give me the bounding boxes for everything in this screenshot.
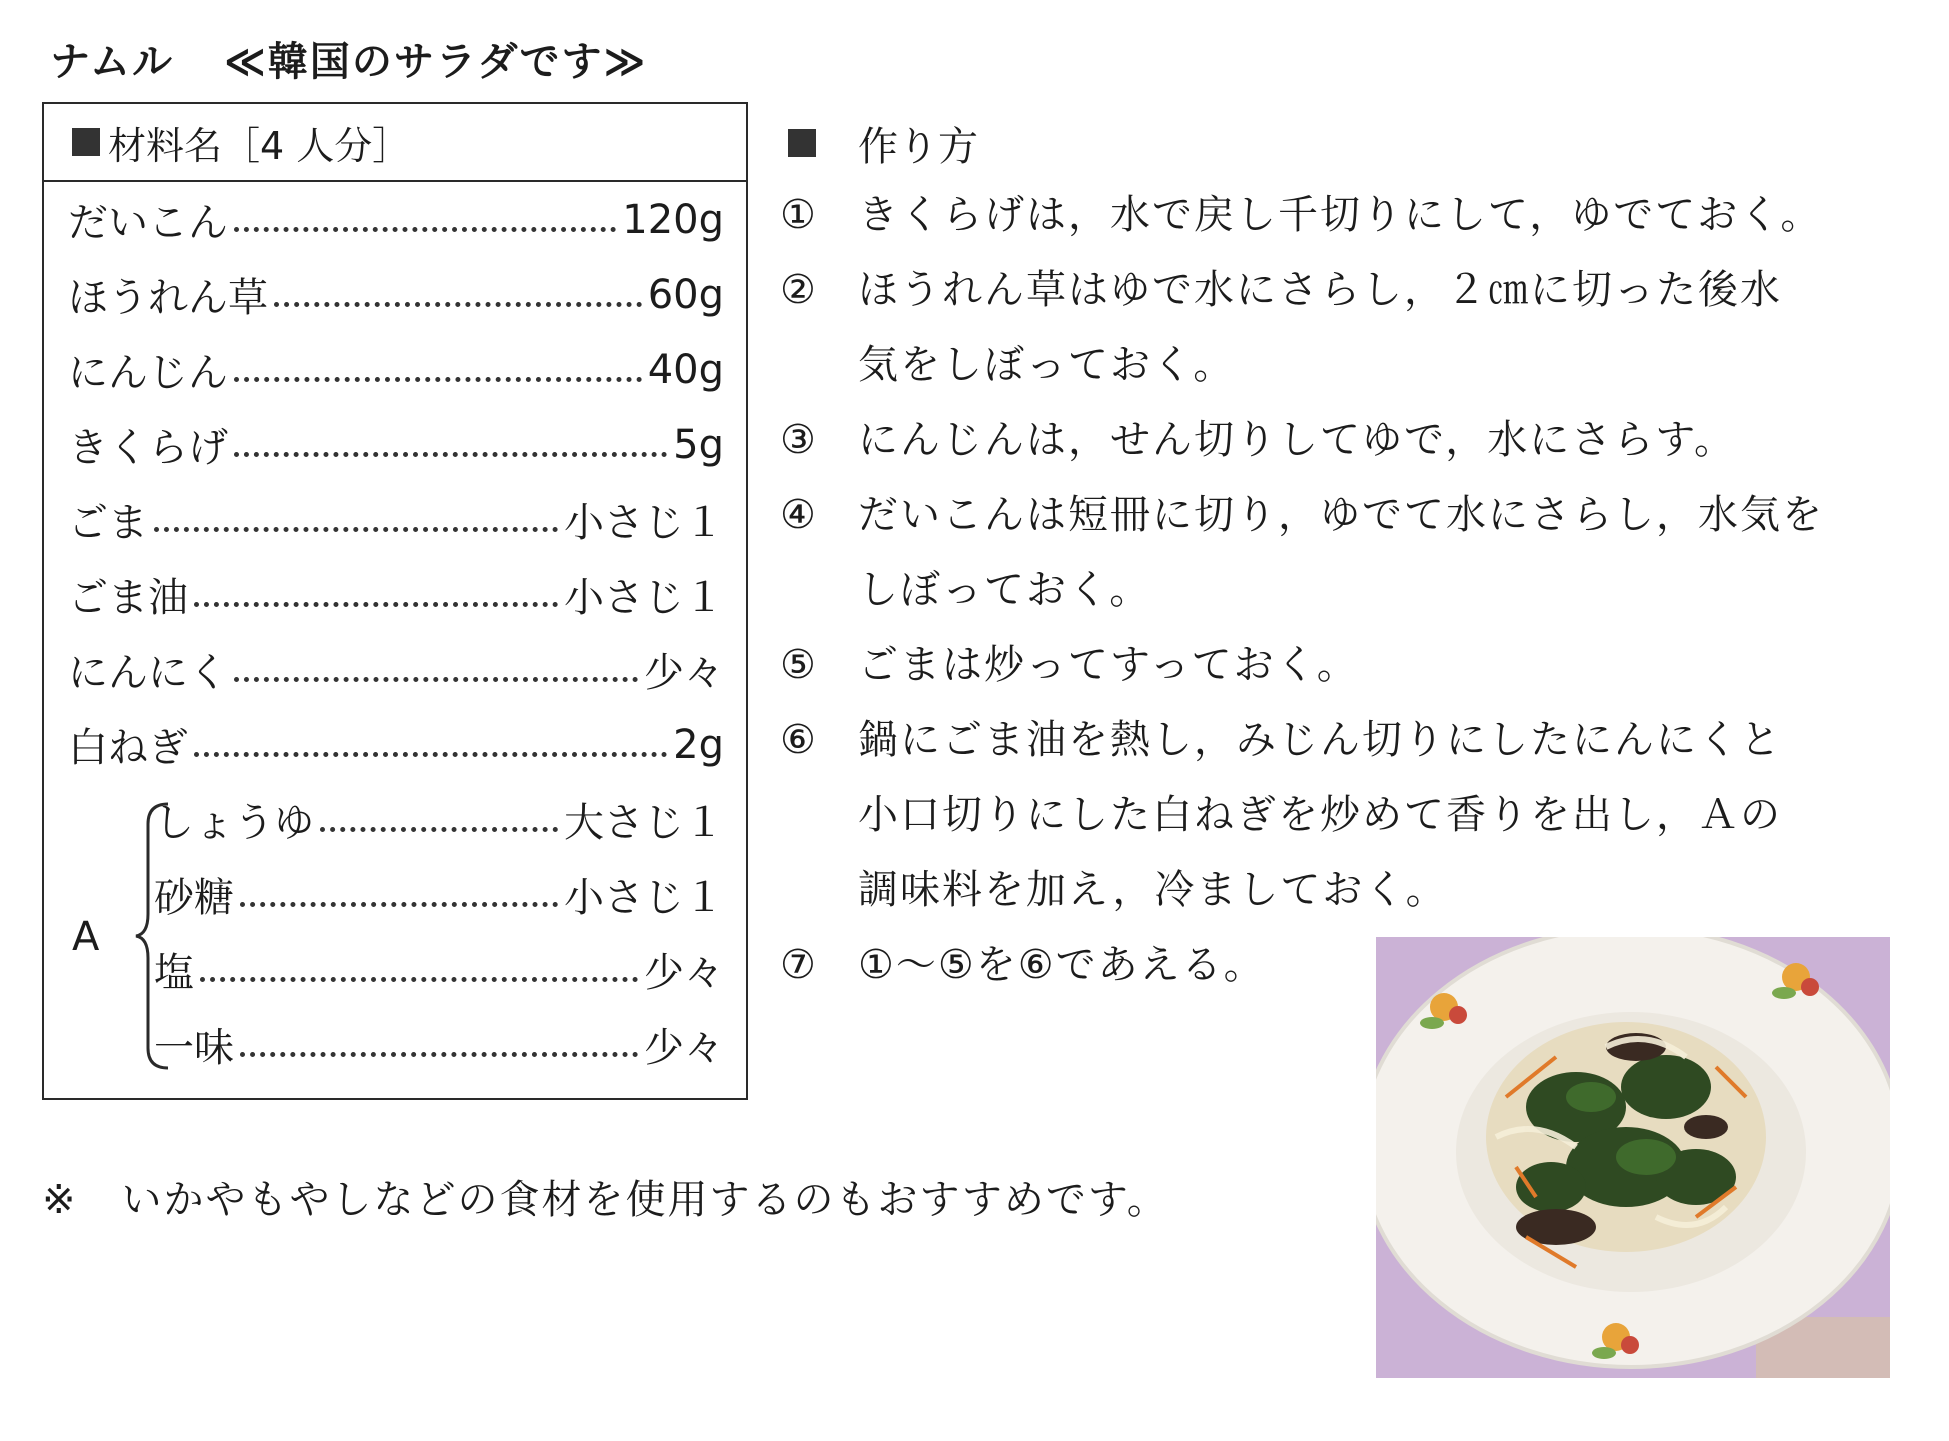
ingredient-amount: 5g <box>673 421 724 468</box>
ingredient-row <box>154 782 724 857</box>
step-text: ほうれん草はゆで水にさらし，２㎝に切った後水 <box>858 267 1782 313</box>
ingredient-row <box>68 557 724 632</box>
step-number: ② <box>780 267 818 313</box>
leader-dots <box>234 677 638 682</box>
ingredient-amount: 小さじ１ <box>564 875 724 921</box>
ingredient-name: 一味 <box>154 1025 234 1071</box>
leader-dots <box>154 527 558 532</box>
ingredient-name: 塩 <box>154 950 194 996</box>
leader-dots <box>234 377 642 382</box>
ingredient-name: だいこん <box>68 200 228 246</box>
step-number: ⑥ <box>780 717 818 763</box>
ingredient-row <box>154 857 724 932</box>
seasoning-group-label: A <box>72 914 100 960</box>
ingredient-amount: 少々 <box>644 650 724 696</box>
ingredient-row <box>68 332 724 407</box>
ingredient-name: にんにく <box>68 650 228 696</box>
leader-dots <box>320 827 558 832</box>
ingredient-amount: 60g <box>647 271 724 318</box>
ingredient-amount: 2g <box>673 721 724 768</box>
step-text: 鍋にごま油を熱し，みじん切りにしたにんにくと <box>858 717 1782 763</box>
ingredient-amount: 大さじ１ <box>564 800 724 846</box>
ingredient-name: しょうゆ <box>154 800 314 846</box>
ingredient-name: 砂糖 <box>154 875 234 921</box>
step-text: きくらげは，水で戻し千切りにして，ゆでておく。 <box>858 192 1823 238</box>
step-text: ごまは炒ってすっておく。 <box>858 642 1359 688</box>
note-text: いかやもやしなどの食材を使用するのもおすすめです。 <box>121 1177 1169 1223</box>
ingredient-amount: 少々 <box>644 950 724 996</box>
leader-dots <box>240 1052 638 1057</box>
ingredients-header <box>44 104 746 182</box>
step-text: 調味料を加え，冷ましておく。 <box>858 867 1448 913</box>
step-text: だいこんは短冊に切り，ゆでて水にさらし，水気を <box>858 492 1824 538</box>
ingredients-box <box>42 102 748 1100</box>
ingredient-name: ごま油 <box>68 575 188 621</box>
ingredient-row <box>68 707 724 782</box>
ingredient-amount: 小さじ１ <box>564 575 724 621</box>
ingredient-name: にんじん <box>68 350 228 396</box>
step-number: ① <box>780 192 818 238</box>
recipe-title <box>50 30 647 87</box>
step-text: 小口切りにした白ねぎを炒めて香りを出し，Ａの <box>858 792 1782 838</box>
square-bullet-icon <box>788 129 816 157</box>
square-bullet-icon <box>72 128 100 156</box>
ingredient-name: 白ねぎ <box>68 725 188 771</box>
ingredient-amount: 40g <box>647 346 724 393</box>
method-header <box>780 108 1920 178</box>
recipe-title-main: ナムル <box>50 39 174 85</box>
step-number: ④ <box>780 492 818 538</box>
brace-icon <box>134 800 174 1072</box>
note <box>42 1168 1169 1225</box>
step-number: ⑤ <box>780 642 818 688</box>
leader-dots <box>194 752 667 757</box>
leader-dots <box>194 602 558 607</box>
ingredient-row <box>68 257 724 332</box>
note-mark: ※ <box>42 1177 78 1223</box>
ingredient-amount: 少々 <box>644 1025 724 1071</box>
ingredient-name: ごま <box>68 500 148 546</box>
step-number: ③ <box>780 417 818 463</box>
step-text: ①～⑤を⑥であえる。 <box>858 942 1266 988</box>
step-text: にんじんは，せん切りしてゆで，水にさらす。 <box>858 417 1736 463</box>
step-text: 気をしぼっておく。 <box>858 342 1236 388</box>
leader-dots <box>274 302 642 307</box>
recipe-title-sub: ≪韓国のサラダです≫ <box>224 39 648 85</box>
ingredient-row <box>68 632 724 707</box>
step-text: しぼっておく。 <box>858 567 1152 613</box>
ingredient-row <box>68 182 724 257</box>
ingredient-name: きくらげ <box>68 425 228 471</box>
method-section <box>780 108 1920 988</box>
ingredient-row <box>68 482 724 557</box>
ingredient-row <box>68 407 724 482</box>
leader-dots <box>240 902 558 907</box>
ingredients-header-label: 材料名［4 人分］ <box>108 123 411 168</box>
leader-dots <box>234 452 667 457</box>
ingredient-row <box>154 932 724 1007</box>
ingredient-row <box>154 1007 724 1082</box>
namul-dish-photo <box>1376 937 1890 1378</box>
leader-dots <box>200 977 638 982</box>
ingredient-amount: 小さじ１ <box>564 500 724 546</box>
ingredient-amount: 120g <box>622 196 724 243</box>
ingredient-name: ほうれん草 <box>68 275 268 321</box>
step-number: ⑦ <box>780 942 818 988</box>
method-header-label: 作り方 <box>858 123 978 170</box>
leader-dots <box>234 227 616 232</box>
